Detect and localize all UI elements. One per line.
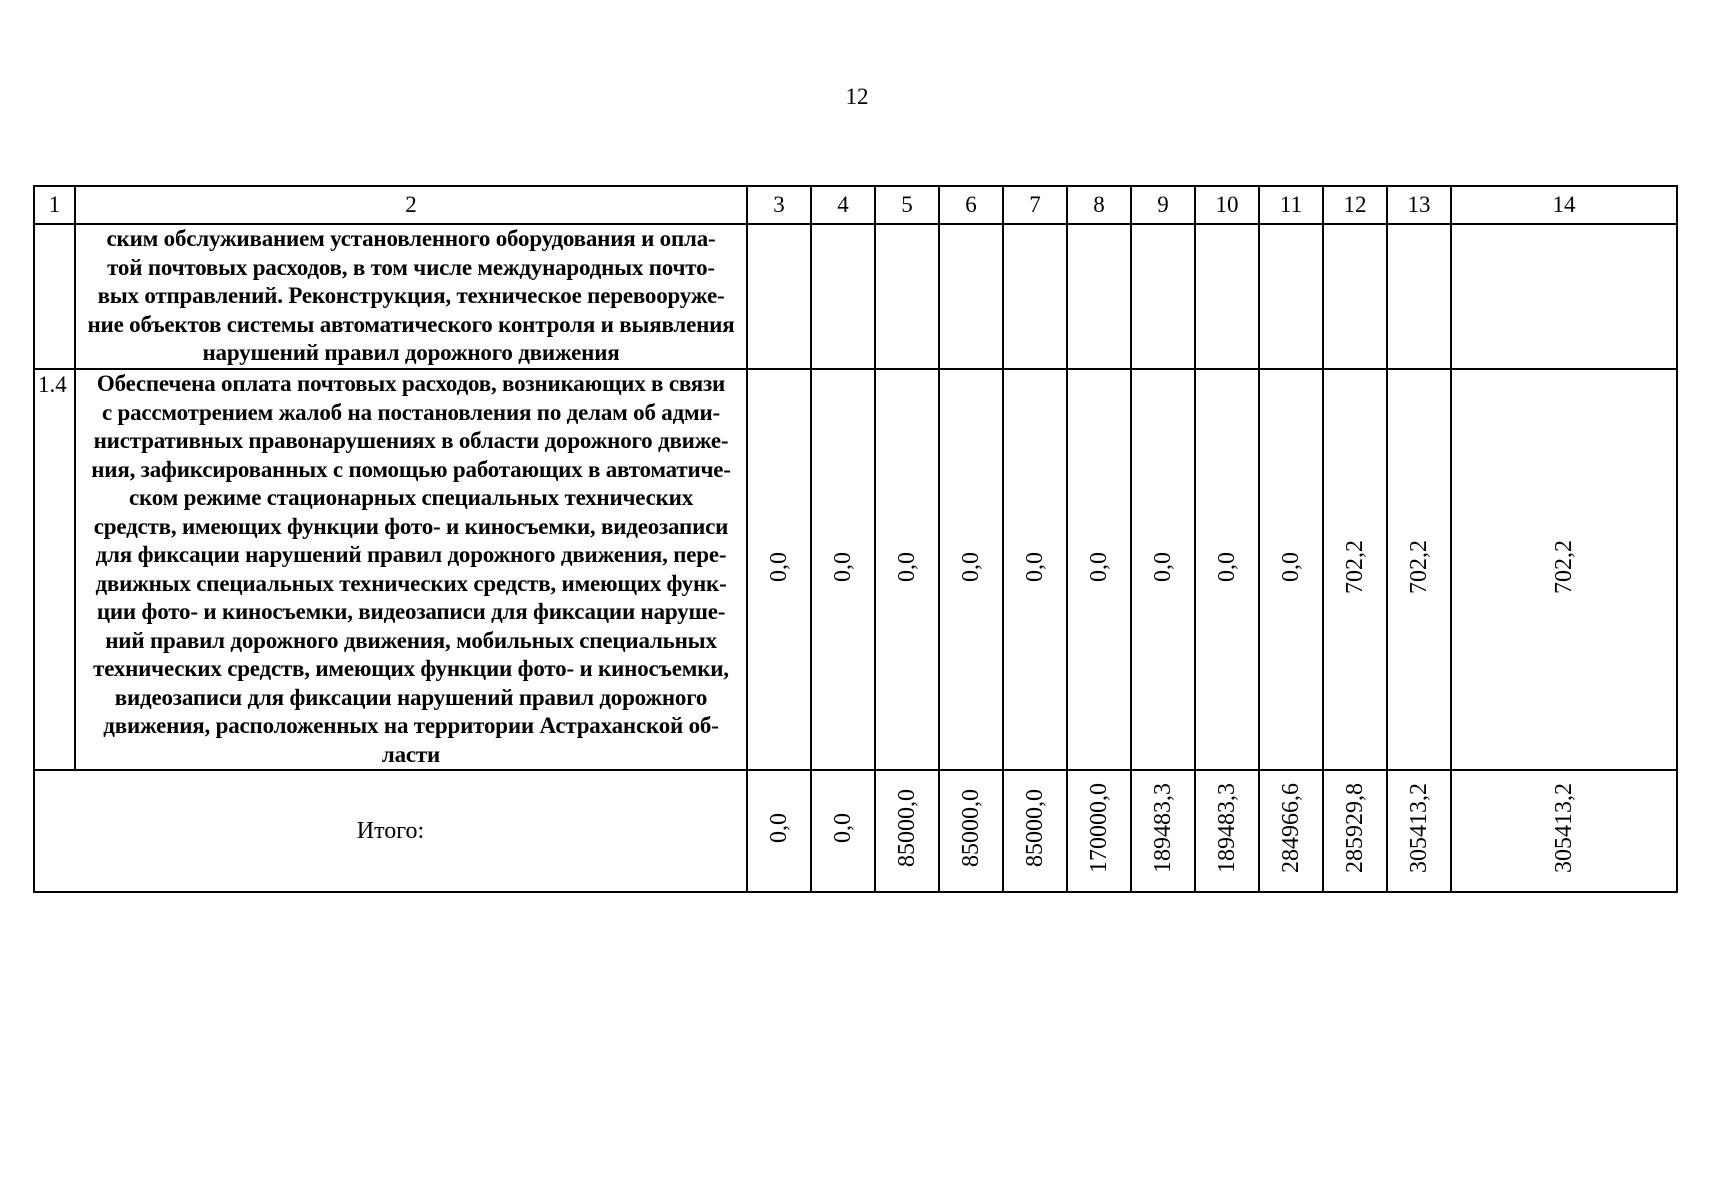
- total-value: 284966,6: [1277, 783, 1304, 873]
- description-line: движных специальных технических средств, имеющих функ-: [95, 570, 727, 596]
- value-cell: [1451, 224, 1677, 369]
- description-line: технических средств, имеющих функции фото- и киносъемки,: [93, 656, 729, 681]
- description-line: той почтовых расходов, в том числе международных почто-: [107, 254, 715, 280]
- value-cell: [1067, 369, 1131, 770]
- description-line: ния, зафиксированных с помощью работающих в автоматиче-: [91, 456, 731, 482]
- total-value-cell: [811, 770, 875, 892]
- column-header: 3: [747, 186, 811, 224]
- column-header: 2: [75, 186, 747, 224]
- value-cell: [1387, 369, 1451, 770]
- description-line: нистративных правонарушениях в области дорожного движе-: [93, 428, 729, 453]
- table-row: [34, 369, 1677, 770]
- value-cell: [939, 224, 1003, 369]
- total-value: 189483,3: [1213, 783, 1240, 873]
- total-value-cell: [1451, 770, 1677, 892]
- value-cell: [1003, 224, 1067, 369]
- column-header: 5: [875, 186, 939, 224]
- description-line: ние объектов системы автоматического контроля и выявления: [87, 311, 735, 337]
- column-header: 10: [1195, 186, 1259, 224]
- column-header: 11: [1259, 186, 1323, 224]
- value-cell: [875, 369, 939, 770]
- total-value-cell: [1003, 770, 1067, 892]
- row-number: [34, 224, 75, 369]
- value-cell: [1259, 224, 1323, 369]
- value-cell: [811, 224, 875, 369]
- table-row: [34, 224, 1677, 369]
- column-header: 14: [1451, 186, 1677, 224]
- description-line: вых отправлений. Реконструкция, техническое перевооруже-: [97, 283, 725, 309]
- description-line: движения, расположенных на территории Астраханской об-: [103, 713, 719, 738]
- value-text: 0,0: [957, 551, 984, 582]
- column-header: 9: [1131, 186, 1195, 224]
- description-line: с рассмотрением жалоб на постановления по делам об адми-: [101, 399, 721, 425]
- total-value-cell: [1323, 770, 1387, 892]
- value-cell: [1195, 224, 1259, 369]
- total-value-cell: [1195, 770, 1259, 892]
- description-line: Обеспечена оплата почтовых расходов, возникающих в связи: [96, 371, 726, 396]
- total-value: 85000,0: [957, 789, 984, 867]
- description-line: нарушений правил дорожного движения: [202, 340, 620, 366]
- total-label: Итого:: [34, 770, 747, 892]
- value-cell: [939, 369, 1003, 770]
- value-cell: [1387, 224, 1451, 369]
- total-value-cell: [747, 770, 811, 892]
- total-value: 170000,0: [1085, 783, 1112, 873]
- column-header: 1: [34, 186, 75, 224]
- value-text: 0,0: [765, 551, 792, 582]
- value-cell: [1259, 369, 1323, 770]
- total-value: 85000,0: [1021, 789, 1048, 867]
- description-line: видеозаписи для фиксации нарушений правил дорожного: [114, 684, 708, 710]
- value-cell: [811, 369, 875, 770]
- value-cell: [747, 224, 811, 369]
- value-cell: [1131, 369, 1195, 770]
- value-cell: [1451, 369, 1677, 770]
- total-value-cell: [939, 770, 1003, 892]
- column-header: 8: [1067, 186, 1131, 224]
- total-value: 285929,8: [1341, 783, 1368, 873]
- column-header: 12: [1323, 186, 1387, 224]
- row-number: 1.4: [34, 369, 75, 770]
- value-text: 0,0: [1021, 551, 1048, 582]
- column-header: 4: [811, 186, 875, 224]
- total-value-cell: [1131, 770, 1195, 892]
- column-header: 7: [1003, 186, 1067, 224]
- total-value: 189483,3: [1149, 783, 1176, 873]
- value-text: 0,0: [1213, 551, 1240, 582]
- description-line: ском режиме стационарных специальных технических: [128, 485, 693, 510]
- column-header: 6: [939, 186, 1003, 224]
- value-text: 0,0: [1085, 551, 1112, 582]
- total-value-cell: [1387, 770, 1451, 892]
- description-line: средств, имеющих функции фото- и киносъемки, видеозаписи: [93, 513, 729, 539]
- row-description: [75, 224, 747, 369]
- total-value-cell: [1067, 770, 1131, 892]
- value-cell: [1131, 224, 1195, 369]
- value-cell: [1195, 369, 1259, 770]
- value-text: 702,2: [1341, 539, 1368, 594]
- row-description: [75, 369, 747, 770]
- value-cell: [1323, 369, 1387, 770]
- total-value-cell: [875, 770, 939, 892]
- value-cell: [1323, 224, 1387, 369]
- value-text: 0,0: [1277, 551, 1304, 582]
- description-line: для фиксации нарушений правил дорожного движения, пере-: [95, 542, 727, 567]
- value-cell: [875, 224, 939, 369]
- value-text: 702,2: [1550, 539, 1577, 594]
- description-line: ласти: [381, 741, 441, 767]
- value-text: 0,0: [829, 551, 856, 582]
- value-text: 0,0: [1149, 551, 1176, 582]
- total-value-cell: [1259, 770, 1323, 892]
- description-line: ний правил дорожного движения, мобильных специальных: [105, 627, 717, 653]
- value-text: 0,0: [893, 551, 920, 582]
- total-value: 0,0: [765, 813, 792, 843]
- description-line: ским обслуживанием установленного оборудования и опла-: [106, 226, 716, 252]
- column-header: 13: [1387, 186, 1451, 224]
- budget-table: [33, 185, 1678, 893]
- description-line: ции фото- и киносъемки, видеозаписи для фиксации наруше-: [96, 599, 726, 624]
- total-value: 85000,0: [893, 789, 920, 867]
- total-row: [34, 770, 1677, 892]
- page-number: 12: [845, 84, 869, 109]
- total-value: 305413,2: [1550, 783, 1577, 873]
- total-value: 305413,2: [1405, 783, 1432, 873]
- value-text: 702,2: [1405, 539, 1432, 594]
- header-row: [34, 186, 1677, 224]
- value-cell: [1067, 224, 1131, 369]
- value-cell: [747, 369, 811, 770]
- total-value: 0,0: [829, 813, 856, 843]
- value-cell: [1003, 369, 1067, 770]
